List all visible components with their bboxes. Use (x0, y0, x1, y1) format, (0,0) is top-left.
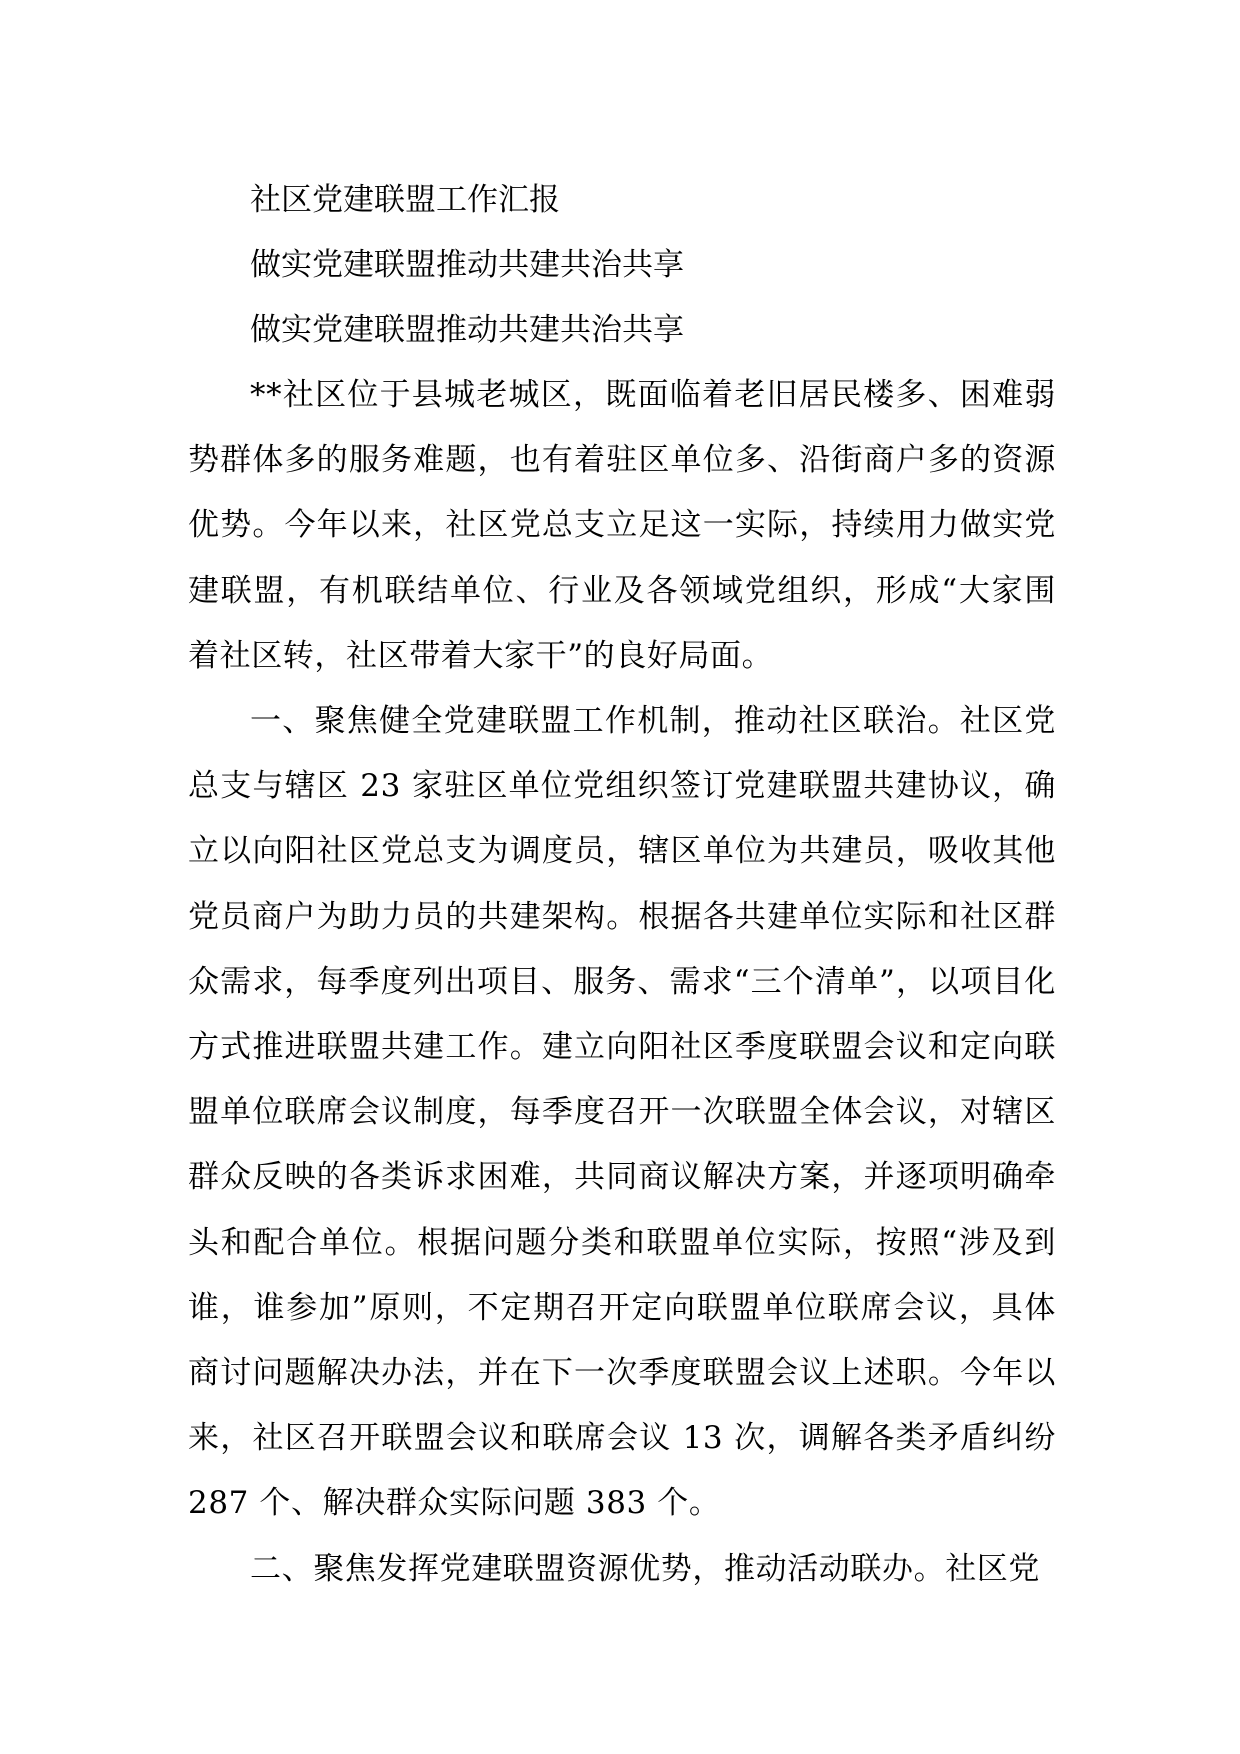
section-one-paragraph: 一、聚焦健全党建联盟工作机制，推动社区联治。社区党总支与辖区 23 家驻区单位党组织签订党建联盟共建协议，确立以向阳社区党总支为调度员，辖区单位为共建员，吸收其他党员商户为助力员的共建架构。根据各共建单位实际和社区群众需求，每季度列出项目、服务、需求“三个清单”，以项目化方式推进联盟共建工作。建立向阳社区季度联盟会议和定向联盟单位联席会议制度，每季度召开一次联盟全体会议，对辖区群众反映的各类诉求困难，共同商议解决方案，并逐项明确牵头和配合单位。根据问题分类和联盟单位实际，按照“涉及到谁，谁参加”原则，不定期召开定向联盟单位联席会议，具体商讨问题解决办法，并在下一次季度联盟会议上述职。今年以来，社区召开联盟会议和联席会议 13 次，调解各类矛盾纠纷 287 个、解决群众实际问题 383 个。 (188, 703, 1056, 1522)
intro-paragraph: **社区位于县城老城区，既面临着老旧居民楼多、困难弱势群体多的服务难题，也有着驻区单位多、沿街商户多的资源优势。今年以来，社区党总支立足这一实际，持续用力做实党建联盟，有机联结单位、行业及各领域党组织，形成“大家围着社区转，社区带着大家干”的良好局面。 (188, 377, 1056, 674)
document-title: 社区党建联盟工作汇报 (250, 182, 560, 218)
section-two-paragraph: 二、聚焦发挥党建联盟资源优势，推动活动联办。社区党 (250, 1550, 1040, 1587)
document-subtitle-repeat: 做实党建联盟推动共建共治共享 (250, 312, 684, 348)
document-subtitle: 做实党建联盟推动共建共治共享 (250, 247, 684, 283)
document-body (188, 168, 1056, 1602)
